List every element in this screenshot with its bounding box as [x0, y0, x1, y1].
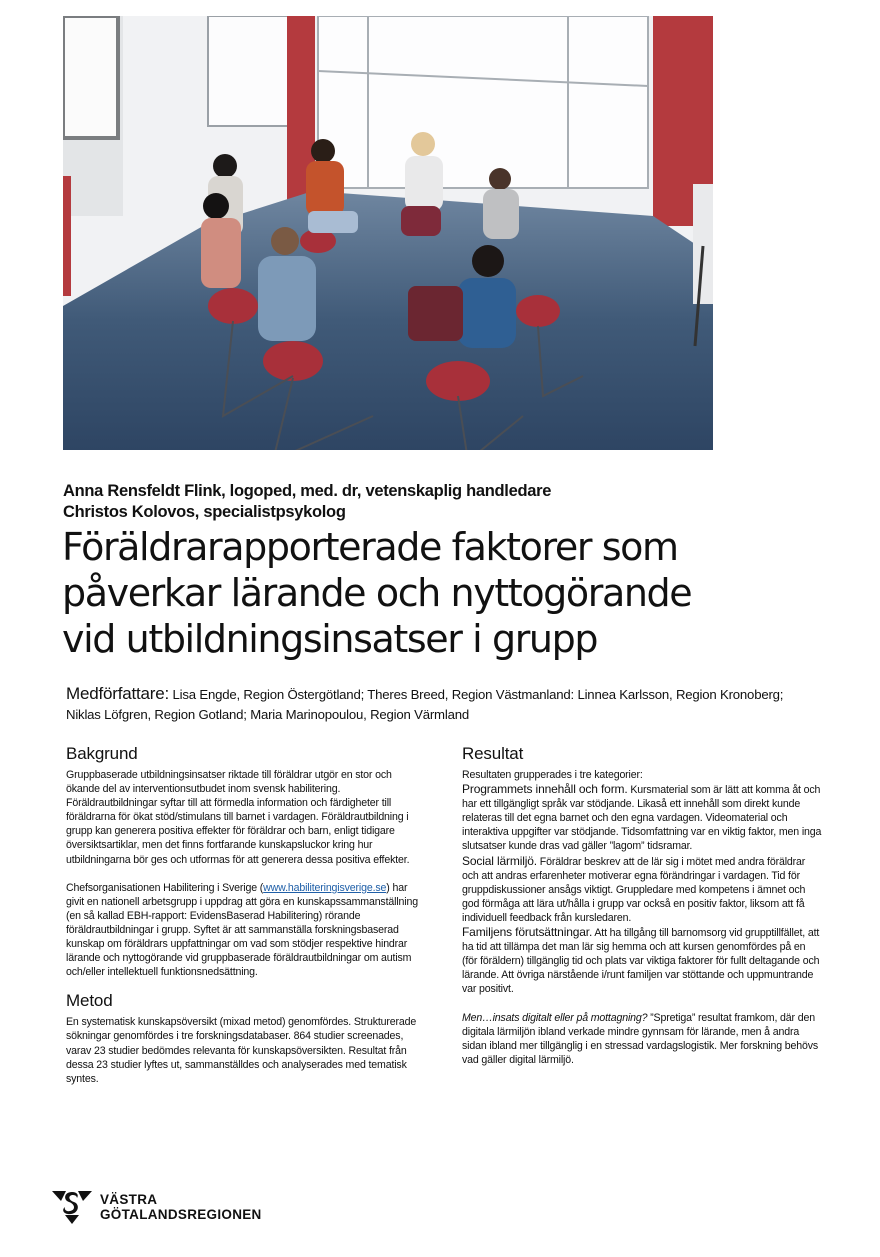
category-text: Föräldrar beskrev att de lär sig i mötet med andra föräldrar och att andras erfarenheter motiverar egna förändringar i vardagen. Tid för gruppdiskussioner ansågs viktigt. Gruppledare med kompetens i ämnet och god förmåga att lära ut/hålla i grupp var också en positiv faktor, liksom att få individuell feedback från kursledaren. [462, 855, 806, 924]
result-category [462, 854, 822, 925]
section-heading: Bakgrund [66, 744, 138, 763]
title-line: vid utbildningsinsatser i grupp [62, 617, 598, 661]
poster-title [62, 524, 852, 662]
coauthors-line1: Lisa Engde, Region Östergötland; Theres Breed, Region Västmanland: Linnea Karlsson, Region Kronoberg; [169, 687, 784, 702]
right-column [462, 744, 822, 1067]
vgr-emblem-icon [52, 1189, 92, 1225]
text-span: Chefsorganisationen Habilitering i Sverige ( [66, 881, 264, 894]
section-resultat [462, 744, 822, 1067]
title-line: Föräldrarapporterade faktorer som [62, 525, 678, 569]
author-primary: Anna Rensfeldt Flink, logoped, med. dr, vetenskaplig handledare [63, 482, 552, 500]
section-heading: Resultat [462, 744, 524, 763]
author-secondary: Christos Kolovos, specialistpsykolog [63, 503, 346, 521]
text-span: ) har givit en nationell arbetsgrupp i uppdrag att göra en kunskapssammanställning (en så kallad EBH-rapport: EvidensBaserad Habilitering) rörande föräldrautbildningar i grupp. Syftet är att sammanställa forskningsbaserad kunskap om föräldrars uppfattningar om vad som stödjer respektive hindrar lärande och nyttogörande vid gruppbaserade föräldrautbildningar om autism och/eller intellektuell funktionsnedsättning. [66, 881, 418, 979]
vgr-logo [52, 1189, 262, 1225]
category-text: Kursmaterial som är lätt att komma åt och har ett tillgängligt språk var stödjande. Likaså ett innehåll som direkt kunde relateras till det egna barnet och den egna vardagen. Videomaterial och interaktiva uppgifter var stödjande. Tidsomfattning var en viktig faktor, men inga slutsatser kunde dras vad gäller ”lagom” tidsramar. [462, 784, 822, 853]
resultat-intro: Resultaten grupperades i tre kategorier: [462, 769, 643, 781]
coauthors-line2: Niklas Löfgren, Region Gotland; Maria Marinopoulou, Region Värmland [66, 707, 469, 722]
left-column [66, 744, 426, 1086]
coauthors-block [66, 684, 846, 725]
habilitering-link[interactable]: www.habiliteringisverige.se [263, 881, 387, 894]
category-name: Social lärmiljö. [462, 853, 537, 868]
coauthors-label: Medförfattare: [66, 684, 170, 703]
digital-paragraph [462, 1011, 822, 1067]
result-category [462, 782, 822, 853]
section-heading: Metod [66, 991, 113, 1011]
bakgrund-paragraph-2 [66, 881, 426, 980]
digital-text: ”Spretiga” resultat framkom, där den digitala lärmiljön ibland verkade mindre gynnsam för lärande, men å andra sidan ibland mer tillgänglig i en stressad vardagslogistik. Mer forskning behövs vad gäller digital lärmiljö. [462, 1011, 819, 1066]
group-session-photo [63, 16, 713, 450]
digital-question: Men…insats digitalt eller på mottagning? [462, 1011, 648, 1024]
logo-line2: GÖTALANDSREGIONEN [100, 1207, 262, 1222]
section-metod [66, 991, 426, 1085]
logo-wordmark [100, 1192, 262, 1222]
authors-block [63, 481, 551, 523]
title-line: påverkar lärande och nyttogörande [62, 571, 692, 615]
logo-line1: VÄSTRA [100, 1192, 158, 1207]
result-category [462, 925, 822, 996]
category-name: Programmets innehåll och form. [462, 782, 628, 797]
metod-paragraph: En systematisk kunskapsöversikt (mixad metod) genomfördes. Strukturerade sökningar genomfördes i tre forskningsdatabaser. 864 studier screenades, varav 23 studier bedömdes relevanta för kunskapsöversikten. Resultat från dessa 23 studier lyftes ut, sammanställdes och analyserades med tematisk syntes. [66, 1016, 417, 1085]
bakgrund-paragraph-1: Gruppbaserade utbildningsinsatser riktade till föräldrar utgör en stor och ökande del av interventionsutbudet inom svensk habilitering. Föräldrautbildningar syftar till att förmedla information och färdigheter till föräldrarna för ökat stöd/stimulans till barnet i vardagen. Föräldrautbildning i grupp kan generera positiva effekter för föräldrar och barn, enligt tidigare översiktsartiklar, men det finns fortfarande kunskapsluckor kring hur utbildningarna bör ges och utformas för att generera dessa positiva effekter. [66, 769, 410, 866]
category-name: Familjens förutsättningar. [462, 925, 593, 940]
category-text: Att ha tillgång till barnomsorg vid grupptillfället, att ha tid att tillämpa det man lär sig hemma och att kursen genomfördes på en (för föräldern) tillgänglig tid och plats var viktiga faktorer för fullt deltagande och lärande. Att övriga närstående i/runt familjen var stöttande och uppmuntrande var positivt. [462, 927, 820, 996]
section-bakgrund [66, 744, 426, 979]
header-photo [63, 16, 713, 450]
